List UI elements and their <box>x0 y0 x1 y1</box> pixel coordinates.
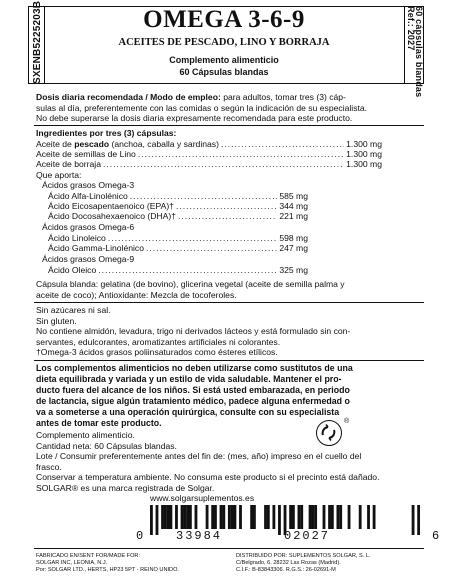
trademark-line: SOLGAR® es una marca registrada de Solgar. <box>36 482 215 493</box>
info-line: Cantidad neta: 60 Cápsulas blandas. <box>36 440 177 451</box>
fatty-acid-value: 344 mg <box>279 201 308 211</box>
recycle-icon <box>316 420 342 446</box>
omega9-label: Ácidos grasos Omega-9 <box>42 254 135 264</box>
ingredients-heading: Ingredientes por tres (3) cápsulas: <box>36 128 177 138</box>
fatty-acid-row <box>48 211 308 221</box>
barcode-bar <box>228 505 231 529</box>
fatty-acid-row <box>48 265 308 275</box>
barcode-bar <box>183 505 186 529</box>
footer-line: DISTRIBUIDO POR: SUPLEMENTOS SOLGAR, S. L. <box>236 553 371 559</box>
barcode-bar <box>367 505 370 529</box>
fatty-acid-name: Ácido Eicosapentaenoico (EPA)† <box>48 201 174 211</box>
fatty-acid-row <box>48 201 308 211</box>
divider-1 <box>34 125 424 126</box>
leader-dots <box>138 149 344 159</box>
leader-dots <box>146 243 277 253</box>
barcode-bar <box>161 505 164 529</box>
fatty-acid-row <box>48 233 308 243</box>
ingredient-value: 1.300 mg <box>346 159 382 169</box>
omega6-label: Ácidos grasos Omega-6 <box>42 222 135 232</box>
notes-section <box>36 305 422 358</box>
barcode-group-1: 33984 <box>176 529 223 543</box>
product-title: OMEGA 3-6-9 <box>143 6 305 33</box>
ingredient-name-bold: pescado <box>74 139 110 149</box>
warning-line: Los complementos alimenticios no deben utilizarse como sustitutos de una <box>36 363 353 373</box>
ingredient-name-post: (anchoa, caballa y sardinas) <box>109 139 219 149</box>
leader-dots <box>176 201 277 211</box>
barcode-bar <box>189 505 192 529</box>
divider-2 <box>34 302 424 303</box>
warning-line: dieta equilibrada y variada y un estilo de vida saludable. Mantener el pro- <box>36 374 342 384</box>
footer-line: C.I.F.: B-83843306. R.G.S.: 26-02691-M <box>236 566 336 573</box>
fatty-acid-value: 585 mg <box>279 191 308 201</box>
leader-dots <box>178 211 277 221</box>
info-line: Conservar a temperatura ambiente. No consuma este producto si el precinto está dañado. <box>36 472 380 483</box>
info-line: Lote / Consumir preferentemente antes del fin de: (mes, año) impreso en el cuello del <box>36 451 362 462</box>
note-line: No contiene almidón, levadura, trigo ni derivados lácteos y está formulado sin con- <box>36 326 351 337</box>
barcode-bar <box>231 505 234 529</box>
capsule-composition <box>36 279 422 300</box>
registered-mark-icon: ® <box>344 418 350 425</box>
barcode-bar <box>169 505 172 529</box>
ingredient-name: Aceite de borraja <box>36 159 101 169</box>
que-aporta-label: Que aporta: <box>36 170 82 180</box>
note-line: †Omega-3 ácidos grasos poliinsaturados como ésteres etílicos. <box>36 347 278 358</box>
barcode-bar <box>339 505 342 529</box>
warning-section <box>36 363 422 429</box>
barcode-bar <box>156 505 159 535</box>
warning-line: de lactancia, sigue algún tratamiento médico, padece alguna enfermedad o <box>36 396 350 406</box>
footer-line: C/Belgrado, 6. 28232 Las Rozas (Madrid). <box>236 559 341 566</box>
ingredient-value: 1.300 mg <box>346 139 382 149</box>
footer-line: Por: SOLGAR LTD., HERTS, HP23 5PT - REINO UNIDO. <box>36 566 179 573</box>
barcode-bar <box>412 505 415 535</box>
barcode-bar <box>298 505 301 529</box>
barcode-bar <box>417 505 420 535</box>
warning-line: va a someterse a una operación quirúrgica, consulte con su especialista <box>36 407 340 417</box>
barcode-bar <box>309 505 312 529</box>
barcode-bar <box>348 505 351 529</box>
barcode-last-digit: 6 <box>432 529 440 543</box>
barcode-bar <box>300 505 303 529</box>
barcode-first-digit: 0 <box>136 529 144 543</box>
side-batch-code: SXENB5225203B <box>32 0 43 84</box>
note-line: servantes, edulcorantes, aromatizantes artificiales ni colorantes. <box>36 336 281 347</box>
fatty-acid-value: 598 mg <box>279 233 308 243</box>
barcode-bar <box>336 505 339 529</box>
leader-dots <box>108 233 278 243</box>
divider-3 <box>34 360 424 361</box>
barcode-bar <box>267 505 270 529</box>
capsule-line: Cápsula blanda: gelatina (de bovino), glicerina vegetal (aceite de semilla palma y <box>36 279 345 289</box>
note-line: Sin azúcares ni sal. <box>36 305 111 315</box>
barcode-bar <box>359 505 362 529</box>
barcode-bar <box>331 505 334 529</box>
dosage-heading: Dosis diaria recomendada / Modo de empleo: <box>36 92 221 102</box>
leader-dots <box>130 191 278 201</box>
note-line: Sin gluten. <box>36 315 77 326</box>
warning-line: ducto fuera del alcance de los niños. Si está usted embarazada, en periodo <box>36 385 350 395</box>
barcode-bar <box>214 505 217 529</box>
divider-footer <box>34 548 424 549</box>
info-line: frasco. <box>36 461 62 472</box>
capsule-count: 60 Cápsulas blandas <box>179 67 269 77</box>
header-left-divider <box>44 6 45 84</box>
leader-dots <box>221 139 344 149</box>
info-section <box>36 430 422 494</box>
fatty-acid-row <box>48 191 308 201</box>
footer-distributor <box>236 553 371 573</box>
capsule-line: aceite de coco); Antioxidante: Mezcla de tocoferoles. <box>36 289 237 300</box>
barcode-bar <box>311 505 314 529</box>
fatty-acid-name: Ácido Alfa-Linolénico <box>48 191 128 201</box>
barcode-group-2: 02027 <box>284 529 331 543</box>
info-line: Complemento alimenticio. <box>36 430 135 440</box>
barcode-bar <box>289 505 292 529</box>
leader-dots <box>103 159 344 169</box>
barcode-bar <box>167 505 170 529</box>
product-category: Complemento alimenticio <box>169 55 279 65</box>
barcode-bar <box>222 505 225 529</box>
fatty-acid-name: Ácido Docosahexaenoico (DHA)† <box>48 211 177 221</box>
fatty-acid-name: Ácido Linoleico <box>48 233 106 243</box>
leader-dots <box>98 265 277 275</box>
ingredient-name-pre: Aceite de <box>36 139 75 149</box>
dosage-line-3: No debe superarse la dosis diaria expresamente recomendada para este producto. <box>36 113 353 124</box>
barcode-bar <box>272 505 275 529</box>
barcode-bar <box>181 505 184 529</box>
ingredient-name: Aceite de semillas de Lino <box>36 149 136 159</box>
fatty-acid-value: 247 mg <box>279 243 308 253</box>
header-right-divider <box>404 6 405 84</box>
footer-line: SOLGAR INC, LEONIA, N.J. <box>36 559 108 566</box>
ref-number: Ref.: 2027 <box>406 6 416 51</box>
website: www.solgarsuplementos.es <box>150 493 255 503</box>
barcode-bar <box>186 505 189 529</box>
fatty-acid-value: 221 mg <box>279 211 308 221</box>
omega3-label: Ácidos grasos Omega-3 <box>42 180 135 190</box>
barcode-bar <box>373 505 376 529</box>
barcode-bar <box>164 505 167 529</box>
barcode-bar <box>292 505 295 529</box>
dosage-line-2: sulas al día, preferentemente con las comidas o según la indicación de su especialista. <box>36 102 368 113</box>
ingredient-value: 1.300 mg <box>346 149 382 159</box>
barcode-bar <box>239 505 242 529</box>
fatty-acid-name: Ácido Gamma-Linolénico <box>48 243 145 253</box>
barcode-bar <box>206 505 209 529</box>
fatty-acid-name: Ácido Oleico <box>48 265 97 275</box>
barcode-bar <box>264 505 267 529</box>
barcode-bar <box>328 505 331 529</box>
product-subtitle: ACEITES DE PESCADO, LINO Y BORRAJA <box>118 37 330 48</box>
barcode-bar <box>175 505 178 529</box>
dosage-line-1: para adultos, tomar tres (3) cáp- <box>220 92 346 102</box>
footer-manufacturer <box>36 553 179 573</box>
barcode-bar <box>250 505 253 529</box>
warning-line: antes de tomar este producto. <box>36 418 162 428</box>
ingredient-row <box>36 149 382 159</box>
dosage-section <box>36 92 422 124</box>
ingredient-row <box>36 139 382 149</box>
barcode-bar <box>314 505 317 529</box>
barcode-bar <box>195 505 198 529</box>
barcode-bar <box>253 505 256 529</box>
barcode-bar <box>278 505 281 535</box>
fatty-acid-row <box>48 243 308 253</box>
side-capsule-count: 60 cápsulas blandas <box>414 6 424 98</box>
footer-line: FABRICADO EN/SENT FOR/MADE FOR: <box>36 553 141 559</box>
barcode-bar <box>323 505 326 529</box>
ingredient-row <box>36 159 382 169</box>
fatty-acid-value: 325 mg <box>279 265 308 275</box>
barcode-bar <box>234 505 237 529</box>
barcode-bar <box>211 505 214 529</box>
barcode-bar <box>220 505 223 529</box>
barcode-bar <box>150 505 153 535</box>
